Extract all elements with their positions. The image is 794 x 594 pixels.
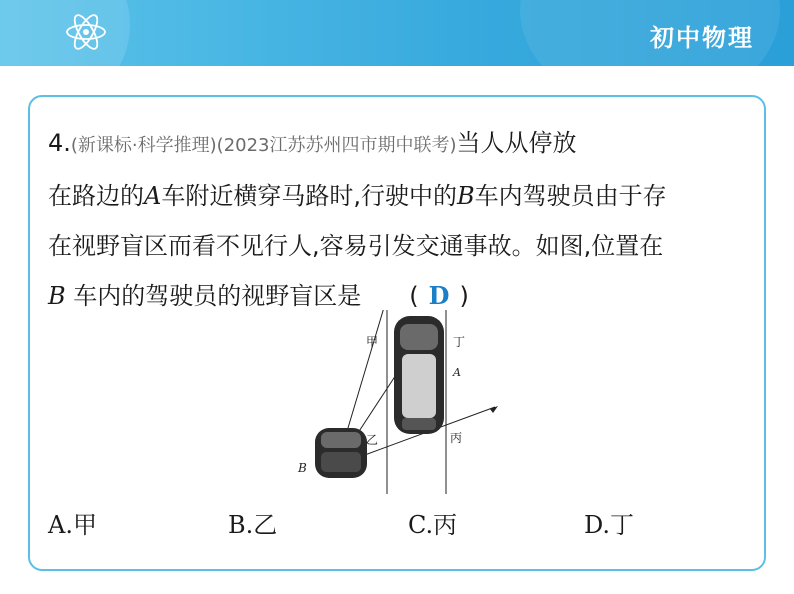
question-source-tag: (新课标·科学推理)(2023江苏苏州四市期中联考) — [70, 135, 457, 156]
option-text: 丙 — [433, 511, 458, 539]
option-d[interactable] — [584, 505, 634, 540]
answer-options — [48, 505, 748, 545]
subject-title: 初中物理 — [650, 24, 754, 52]
label-ding: 丁 — [453, 335, 466, 349]
option-letter: D. — [584, 511, 611, 539]
question-number: 4. — [48, 129, 71, 157]
variable-b: B — [456, 182, 475, 210]
car-b — [315, 428, 367, 478]
label-b: B — [298, 461, 307, 475]
question-line-1 — [48, 118, 764, 171]
variable-b: B — [48, 282, 66, 310]
option-a[interactable] — [48, 505, 97, 540]
label-a: A — [453, 366, 461, 379]
option-text: 甲 — [72, 511, 97, 539]
label-bing: 丙 — [450, 431, 463, 445]
label-jia: 甲 — [366, 335, 379, 349]
option-c[interactable] — [408, 505, 457, 540]
option-letter: C. — [408, 511, 434, 539]
variable-a: A — [144, 182, 162, 210]
question-line1-text: 当人从停放 — [456, 129, 577, 157]
question-line2-part: 车附近横穿马路时,行驶中的 — [161, 182, 457, 210]
option-text: 丁 — [610, 511, 635, 539]
blind-spot-diagram — [290, 310, 510, 500]
question-line-2 — [48, 171, 764, 221]
option-letter: A. — [48, 511, 73, 539]
option-b[interactable] — [228, 505, 277, 540]
answer-paren-close: ) — [459, 282, 469, 310]
answer-value: D — [428, 281, 450, 310]
car-a — [394, 316, 444, 434]
question-line2-part: 车内驾驶员由于存 — [474, 182, 667, 210]
question-line4-text: 车内的驾驶员的视野盲区是 — [65, 282, 362, 310]
answer-paren-open: ( — [409, 282, 419, 310]
question-line-3: 在视野盲区而看不见行人,容易引发交通事故。如图,位置在 — [48, 232, 664, 260]
option-letter: B. — [228, 511, 254, 539]
option-text: 乙 — [253, 511, 278, 539]
question-line2-part: 在路边的 — [48, 182, 144, 210]
sight-line-1 — [345, 310, 388, 438]
label-yi: 乙 — [366, 433, 379, 447]
question-text — [48, 118, 764, 321]
header-bar — [0, 0, 794, 66]
atom-icon — [64, 10, 108, 54]
